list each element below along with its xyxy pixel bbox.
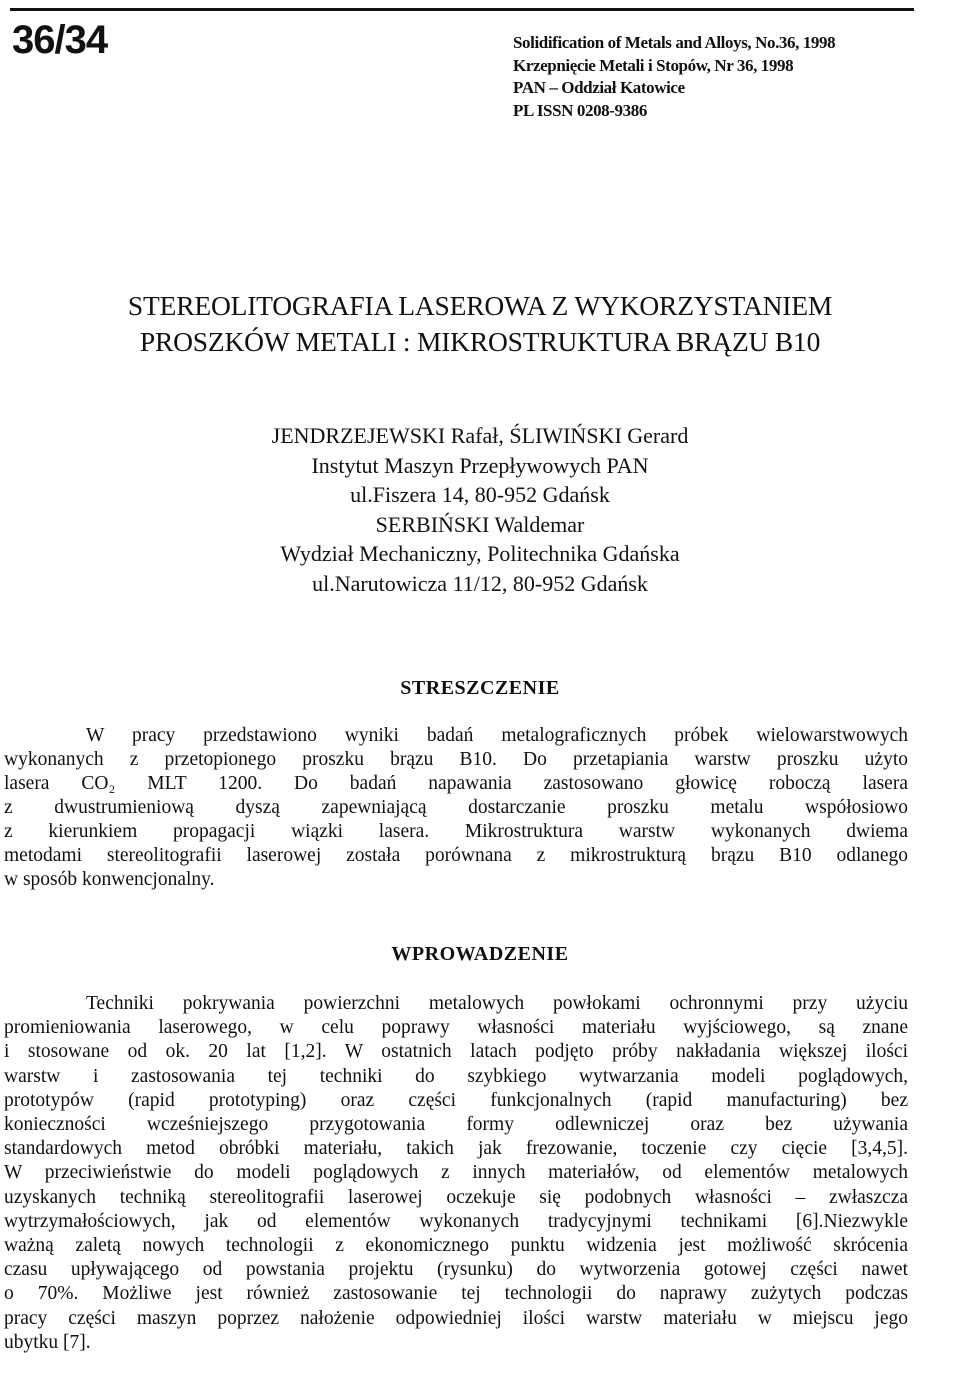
abstract-line: w sposób konwencjonalny. (4, 869, 215, 890)
intro-line: pracy części maszyn poprzez nałożenie odpowiedniej ilości warstw materiału w miejscu jego (4, 1307, 908, 1329)
intro-line: promieniowania laserowego, w celu poprawy własności materiału wyjściowego, są znane (4, 1017, 908, 1039)
intro-heading: WPROWADZENIE (391, 943, 569, 965)
title-line: PROSZKÓW METALI : MIKROSTRUKTURA BRĄZU B10 (139, 326, 821, 357)
intro-line: warstw i zastosowania tej techniki do szybkiego wytwarzania modeli poglądowych, (4, 1065, 908, 1087)
abstract-line: z kierunkiem propagacji wiązki lasera. Mikrostruktura warstw wykonanych dwiema (4, 821, 908, 842)
abstract-line: W pracy przedstawiono wyniki badań metalograficznych próbek wielowarstwowych (86, 725, 908, 746)
intro-line: ważną zaletą nowych technologii z ekonomicznego punktu widzenia jest możliwość skrócenia (4, 1235, 908, 1257)
intro-line: o 70%. Możliwe jest również zastosowanie tej technologii do naprawy zużytych podczas (4, 1283, 908, 1305)
title-line: STEREOLITOGRAFIA LASEROWA Z WYKORZYSTANIEM (127, 290, 833, 321)
intro-line: czasu upływającego od powstania projektu (rysunku) do wytworzenia gotowej części nawet (4, 1259, 908, 1281)
abstract-heading: STRESZCZENIE (400, 677, 560, 699)
abstract-line: lasera CO₂ MLT 1200. Do badań napawania zastosowano głowicę roboczą lasera (4, 773, 908, 794)
abstract-line: metodami stereolitografii laserowej została porównana z mikrostrukturą brązu B10 odlanego (4, 845, 908, 866)
intro-line: W przeciwieństwie do modeli poglądowych z innych materiałów, od elementów metalowych (4, 1162, 908, 1184)
journal-line: Solidification of Metals and Alloys, No.36, 1998 (513, 33, 836, 52)
paper-title (0, 288, 960, 360)
intro-line: prototypów (rapid prototyping) oraz części funkcjonalnych (rapid manufacturing) bez (4, 1089, 908, 1111)
abstract-line: wykonanych z przetopionego proszku brązu B10. Do przetapiania warstw proszku użyto (4, 749, 908, 770)
intro-line: wytrzymałościowych, jak od elementów wykonanych tradycyjnymi technikami [6].Niezwykle (4, 1210, 908, 1232)
page-number: 36/34 (12, 18, 108, 62)
intro-line: i stosowane od ok. 20 lat [1,2]. W ostatnich latach podjęto próby nakładania większej ilości (4, 1041, 908, 1063)
abstract-line: z dwustrumieniową dyszą zapewniającą dostarczanie proszku metalu współosiowo (4, 797, 908, 818)
author-address: ul.Narutowicza 11/12, 80-952 Gdańsk (312, 570, 648, 596)
intro-line: uzyskanych techniką stereolitografii laserowej oczekuje się podobnych własności – zwłaszcza (4, 1186, 908, 1208)
top-rule (10, 8, 914, 11)
journal-line: PL ISSN 0208-9386 (513, 100, 647, 120)
intro-line: konieczności wcześniejszego przygotowania formy odlewniczej oraz bez używania (4, 1114, 908, 1136)
author-names: SERBIŃSKI Waldemar (375, 511, 585, 537)
intro-line: standardowych metod obróbki materiału, takich jak frezowanie, toczenie czy cięcie [3,4,5]. (4, 1138, 908, 1160)
intro-paragraph (4, 992, 908, 1355)
author-address: ul.Fiszera 14, 80-952 Gdańsk (350, 482, 610, 507)
author-affiliation: Wydział Mechaniczny, Politechnika Gdańska (280, 541, 680, 566)
author-names: JENDRZEJEWSKI Rafał, ŚLIWIŃSKI Gerard (271, 423, 689, 448)
intro-line: Techniki pokrywania powierzchni metalowych powłokami ochronnymi przy użyciu (86, 993, 908, 1014)
journal-line: PAN – Oddział Katowice (513, 78, 685, 97)
author-affiliation: Instytut Maszyn Przepływowych PAN (311, 452, 649, 478)
intro-line: ubytku [7]. (4, 1331, 91, 1353)
journal-line: Krzepnięcie Metali i Stopów, Nr 36, 1998 (513, 55, 794, 75)
abstract-paragraph (4, 724, 908, 892)
journal-header (513, 32, 953, 122)
authors-block (0, 421, 960, 598)
